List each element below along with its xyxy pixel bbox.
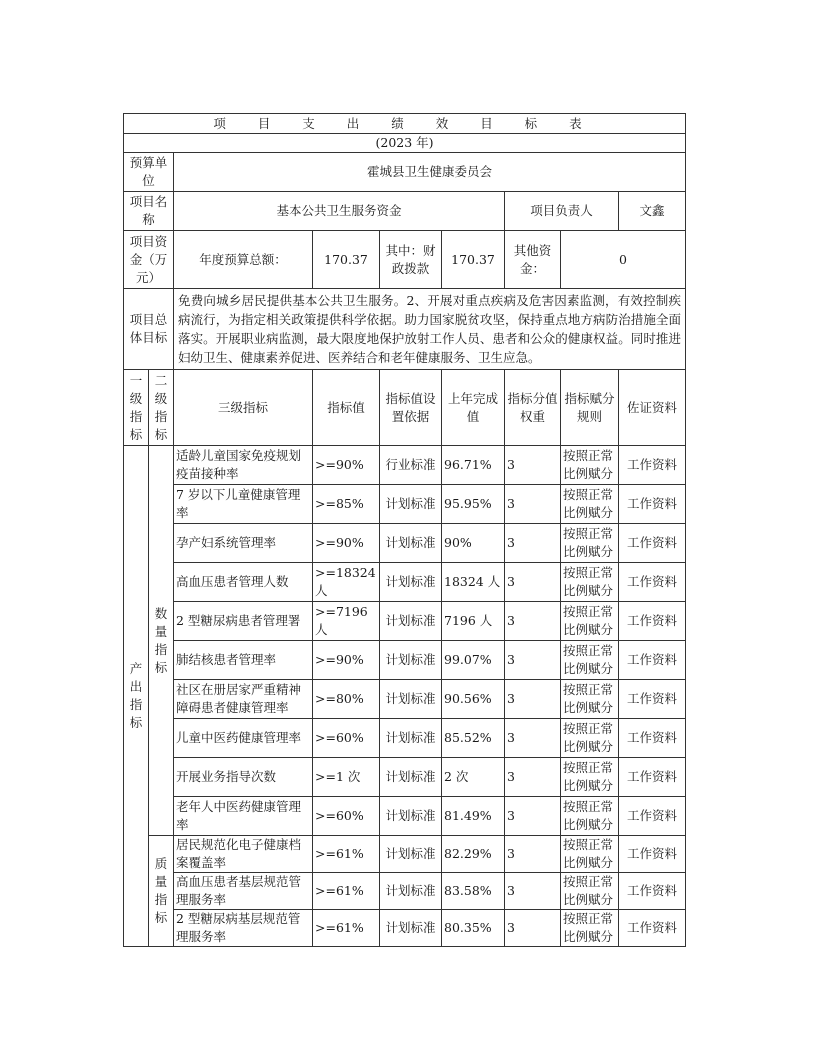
indicator-target-value: >=60% <box>313 797 380 836</box>
project-name-value: 基本公共卫生服务资金 <box>174 192 505 231</box>
table-title: 项 目 支 出 绩 效 目 标 表 <box>124 114 686 134</box>
project-leader-label: 项目负责人 <box>505 192 619 231</box>
indicator-evidence: 工作资料 <box>619 758 686 797</box>
indicator-scoring-rule: 按照正常比例赋分 <box>561 563 619 602</box>
indicator-weight: 3 <box>505 446 561 485</box>
indicator-last-year: 7196 人 <box>442 602 505 641</box>
header-level2: 二级指标 <box>149 370 174 446</box>
indicator-last-year: 82.29% <box>442 836 505 873</box>
indicator-name: 居民规范化电子健康档案覆盖率 <box>174 836 313 873</box>
indicator-weight: 3 <box>505 602 561 641</box>
indicator-evidence: 工作资料 <box>619 797 686 836</box>
indicator-weight: 3 <box>505 680 561 719</box>
table-row <box>124 797 686 836</box>
indicator-evidence: 工作资料 <box>619 680 686 719</box>
indicator-target-value: >=61% <box>313 910 380 947</box>
indicator-basis: 计划标准 <box>380 758 442 797</box>
table-year: (2023 年) <box>124 134 686 153</box>
table-row <box>124 910 686 947</box>
indicator-last-year: 2 次 <box>442 758 505 797</box>
indicator-last-year: 18324 人 <box>442 563 505 602</box>
table-row <box>124 719 686 758</box>
header-value: 指标值 <box>313 370 380 446</box>
group-output-indicators: 产出指标 <box>124 446 149 947</box>
indicator-target-value: >=80% <box>313 680 380 719</box>
indicator-weight: 3 <box>505 485 561 524</box>
header-basis: 指标值设置依据 <box>380 370 442 446</box>
annual-budget-label: 年度预算总额： <box>174 231 313 289</box>
indicator-target-value: >=90% <box>313 524 380 563</box>
indicator-basis: 计划标准 <box>380 836 442 873</box>
indicator-target-value: >=7196 人 <box>313 602 380 641</box>
table-row <box>124 680 686 719</box>
indicator-weight: 3 <box>505 641 561 680</box>
indicator-target-value: >=1 次 <box>313 758 380 797</box>
indicator-weight: 3 <box>505 910 561 947</box>
indicator-weight: 3 <box>505 524 561 563</box>
project-name-label: 项目名称 <box>124 192 174 231</box>
indicator-last-year: 95.95% <box>442 485 505 524</box>
indicator-scoring-rule: 按照正常比例赋分 <box>561 485 619 524</box>
group-quality-indicators: 质量指标 <box>149 836 174 947</box>
budget-unit-value: 霍城县卫生健康委员会 <box>174 153 686 192</box>
indicator-target-value: >=85% <box>313 485 380 524</box>
table-row <box>124 758 686 797</box>
performance-target-table <box>123 113 686 947</box>
indicator-name: 2 型糖尿病患者管理署 <box>174 602 313 641</box>
other-funds-label: 其他资金： <box>505 231 561 289</box>
indicator-evidence: 工作资料 <box>619 485 686 524</box>
table-row <box>124 524 686 563</box>
indicator-scoring-rule: 按照正常比例赋分 <box>561 446 619 485</box>
indicator-evidence: 工作资料 <box>619 910 686 947</box>
indicator-basis: 计划标准 <box>380 680 442 719</box>
indicator-name: 高血压患者管理人数 <box>174 563 313 602</box>
indicator-target-value: >=90% <box>313 641 380 680</box>
overall-goal-label: 项目总体目标 <box>124 289 174 370</box>
fiscal-funds-label: 其中：财政拨款 <box>380 231 442 289</box>
header-last-year: 上年完成值 <box>442 370 505 446</box>
indicator-scoring-rule: 按照正常比例赋分 <box>561 524 619 563</box>
indicator-target-value: >=60% <box>313 719 380 758</box>
fiscal-funds-value: 170.37 <box>442 231 505 289</box>
annual-budget-value: 170.37 <box>313 231 380 289</box>
budget-unit-label: 预算单位 <box>124 153 174 192</box>
indicator-evidence: 工作资料 <box>619 563 686 602</box>
indicator-name: 7 岁以下儿童健康管理率 <box>174 485 313 524</box>
indicator-weight: 3 <box>505 719 561 758</box>
indicator-scoring-rule: 按照正常比例赋分 <box>561 797 619 836</box>
indicator-basis: 计划标准 <box>380 873 442 910</box>
indicator-evidence: 工作资料 <box>619 602 686 641</box>
indicator-weight: 3 <box>505 836 561 873</box>
indicator-basis: 计划标准 <box>380 641 442 680</box>
indicator-weight: 3 <box>505 758 561 797</box>
table-row <box>124 641 686 680</box>
header-weight: 指标分值权重 <box>505 370 561 446</box>
indicator-scoring-rule: 按照正常比例赋分 <box>561 641 619 680</box>
header-level1: 一级指标 <box>124 370 149 446</box>
indicator-basis: 行业标准 <box>380 446 442 485</box>
indicator-last-year: 90% <box>442 524 505 563</box>
indicator-basis: 计划标准 <box>380 524 442 563</box>
indicator-last-year: 81.49% <box>442 797 505 836</box>
project-leader-value: 文鑫 <box>619 192 686 231</box>
indicator-name: 2 型糖尿病基层规范管理服务率 <box>174 910 313 947</box>
overall-goal-text: 免费向城乡居民提供基本公共卫生服务。2、开展对重点疾病及危害因素监测，有效控制疾病流行，为指定相关政策提供科学依据。助力国家脱贫攻坚，保持重点地方病防治措施全面落实。开展职业病监测，最大限度地保护放射工作人员、患者和公众的健康权益。同时推进妇幼卫生、健康素养促进、医养结合和老年健康服务、卫生应急。 <box>174 289 686 370</box>
indicator-evidence: 工作资料 <box>619 873 686 910</box>
indicator-name: 适龄儿童国家免疫规划疫苗接种率 <box>174 446 313 485</box>
other-funds-value: 0 <box>561 231 686 289</box>
indicator-target-value: >=61% <box>313 836 380 873</box>
indicator-name: 高血压患者基层规范管理服务率 <box>174 873 313 910</box>
indicator-scoring-rule: 按照正常比例赋分 <box>561 602 619 641</box>
indicator-last-year: 99.07% <box>442 641 505 680</box>
indicator-basis: 计划标准 <box>380 719 442 758</box>
indicator-scoring-rule: 按照正常比例赋分 <box>561 758 619 797</box>
indicator-name: 肺结核患者管理率 <box>174 641 313 680</box>
indicator-target-value: >=18324 人 <box>313 563 380 602</box>
indicator-name: 社区在册居家严重精神障碍患者健康管理率 <box>174 680 313 719</box>
indicator-scoring-rule: 按照正常比例赋分 <box>561 836 619 873</box>
group-quantity-indicators: 数量指标 <box>149 446 174 836</box>
indicator-scoring-rule: 按照正常比例赋分 <box>561 910 619 947</box>
indicator-basis: 计划标准 <box>380 563 442 602</box>
indicator-weight: 3 <box>505 563 561 602</box>
indicator-name: 孕产妇系统管理率 <box>174 524 313 563</box>
indicator-name: 儿童中医药健康管理率 <box>174 719 313 758</box>
indicator-scoring-rule: 按照正常比例赋分 <box>561 719 619 758</box>
indicator-name: 老年人中医药健康管理率 <box>174 797 313 836</box>
table-row <box>124 602 686 641</box>
indicator-evidence: 工作资料 <box>619 446 686 485</box>
table-row <box>124 836 686 873</box>
indicator-last-year: 85.52% <box>442 719 505 758</box>
indicator-last-year: 90.56% <box>442 680 505 719</box>
indicator-evidence: 工作资料 <box>619 836 686 873</box>
indicator-scoring-rule: 按照正常比例赋分 <box>561 873 619 910</box>
funds-label: 项目资金（万元） <box>124 231 174 289</box>
indicator-last-year: 80.35% <box>442 910 505 947</box>
indicator-weight: 3 <box>505 797 561 836</box>
indicator-weight: 3 <box>505 873 561 910</box>
indicator-basis: 计划标准 <box>380 485 442 524</box>
indicator-target-value: >=61% <box>313 873 380 910</box>
header-level3: 三级指标 <box>174 370 313 446</box>
indicator-evidence: 工作资料 <box>619 719 686 758</box>
header-evidence: 佐证资料 <box>619 370 686 446</box>
table-row <box>124 563 686 602</box>
indicator-basis: 计划标准 <box>380 797 442 836</box>
header-rule: 指标赋分规则 <box>561 370 619 446</box>
table-row <box>124 446 686 485</box>
table-row <box>124 873 686 910</box>
indicator-scoring-rule: 按照正常比例赋分 <box>561 680 619 719</box>
indicator-last-year: 83.58% <box>442 873 505 910</box>
indicator-evidence: 工作资料 <box>619 524 686 563</box>
indicator-target-value: >=90% <box>313 446 380 485</box>
indicator-last-year: 96.71% <box>442 446 505 485</box>
table-row <box>124 485 686 524</box>
indicator-basis: 计划标准 <box>380 910 442 947</box>
indicator-basis: 计划标准 <box>380 602 442 641</box>
indicator-evidence: 工作资料 <box>619 641 686 680</box>
indicator-name: 开展业务指导次数 <box>174 758 313 797</box>
